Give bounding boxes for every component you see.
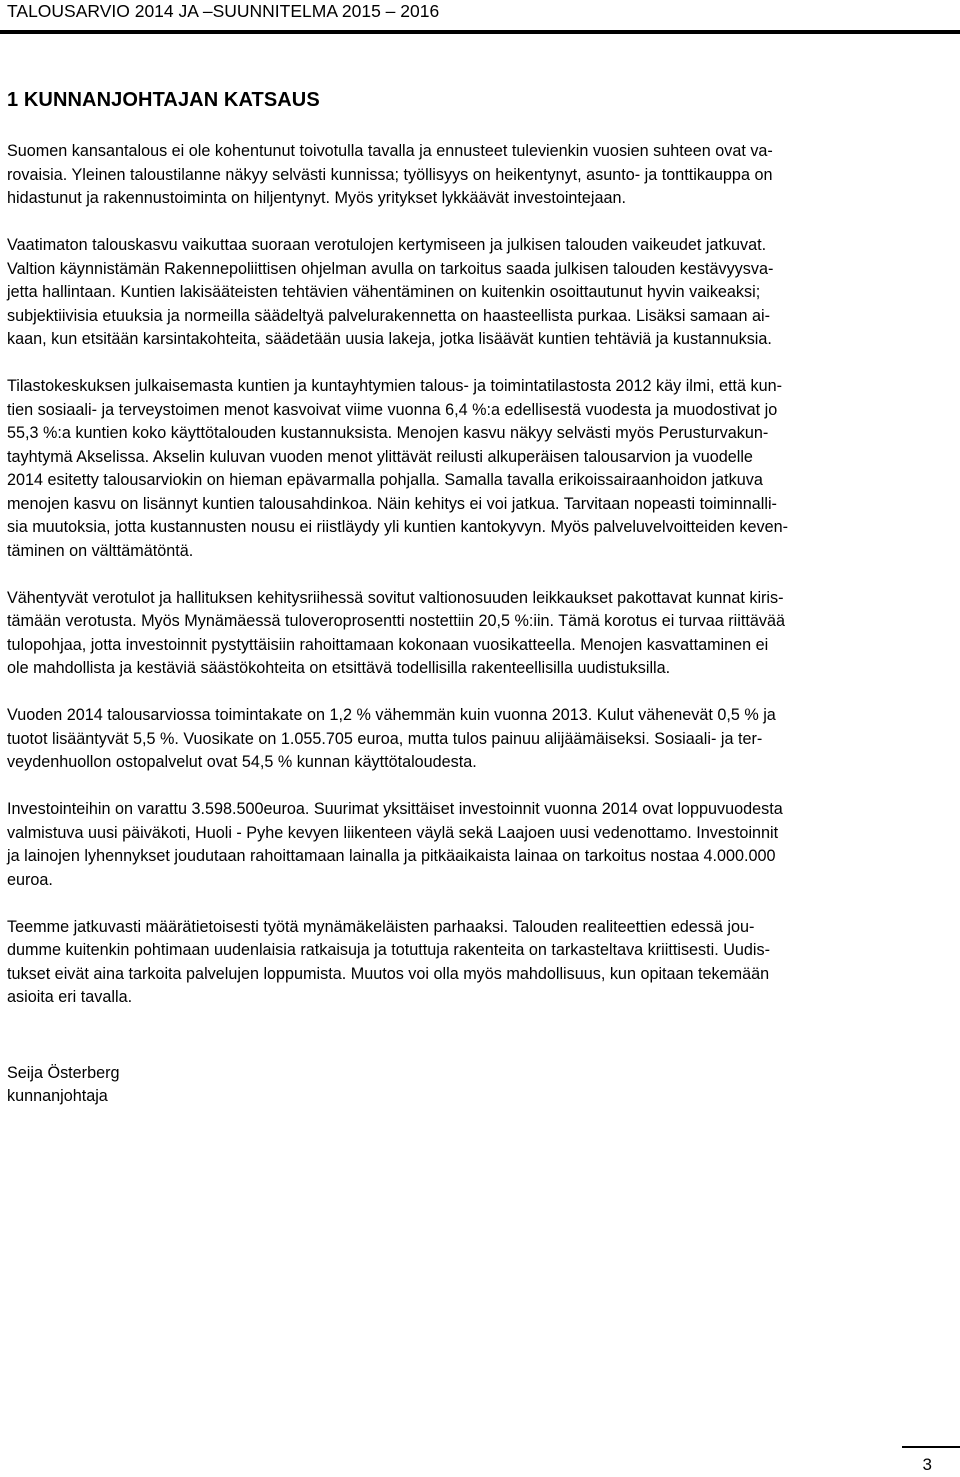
document-body <box>7 88 929 1108</box>
signature-title: kunnanjohtaja <box>7 1086 108 1105</box>
signature-block <box>7 1062 929 1108</box>
paragraph-tax-revenue: Vähentyvät verotulot ja hallituksen kehitysriihessä sovitut valtionosuuden leikkaukset pakottavat kunnat kiris- tämään verotusta. Myös Mynämäessä tuloveroprosentti nostettiin 20,5 %:iin. Tämä korotus ei turvaa riittävää tulopohjaa, jotta investoinnit pystyttäisiin rahoittamaan kokonaan vuosikatteella. Menojen kasvattaminen ei ole mahdollista ja kestäviä säästökohteita on etsittävä todellisilla rakenteellisilla uudistuksilla. <box>7 588 785 677</box>
paragraph-investments: Investointeihin on varattu 3.598.500euroa. Suurimat yksittäiset investoinnit vuonna 2014 ovat loppuvuodesta valmistuva uusi päiväkoti, Huoli - Pyhe kevyen liikenteen väylä sekä Laajoen uusi vedenottamo. Investoinnit ja lainojen lyhennykset joudutaan rahoittamaan lainalla ja pitkäaikaista lainaa on tarkoitus nostaa 4.000.000 euroa. <box>7 800 783 889</box>
paragraph-budget-figures: Vuoden 2014 talousarviossa toimintakate on 1,2 % vähemmän kuin vuonna 2013. Kulut vähenevät 0,5 % ja tuotot lisääntyvät 5,5 %. Vuosikate on 1.055.705 euroa, mutta tulos painuu alijäämäiseksi. Sosiaali- ja ter- veydenhuollon ostopalvelut ovat 54,5 % kunnan käyttötaloudesta. <box>7 706 776 771</box>
running-header-title: TALOUSARVIO 2014 JA –SUUNNITELMA 2015 – 2016 <box>7 1 440 21</box>
header-rule <box>0 30 960 34</box>
section-heading: 1 KUNNANJOHTAJAN KATSAUS <box>7 89 320 111</box>
paragraph-social-health-costs: Tilastokeskuksen julkaisemasta kuntien ja kuntayhtymien talous- ja toimintatilastosta 2012 käy ilmi, että kun- tien sosiaali- ja terveystoimen menot kasvoivat viime vuonna 6,4 %:a edellisestä vuodesta ja muodostivat jo 55,3 %:a kuntien koko käyttötalouden kustannuksista. Menojen kasvu näkyy selvästi myös Perusturvakun- tayhtymä Akselissa. Akselin kuluvan vuoden menot ylittävät reilusti alkuperäisen talousarvion ja vuodelle 2014 esitetty talousarviokin on hieman epävarmalla pohjalla. Samalla tavalla erikoissairaanhoidon jatkuva menojen kasvu on lisännyt kuntien talousahdinkoa. Näin kehitys ei voi jatkua. Tarvitaan nopeasti toiminnalli- sia muutoksia, jotta kustannusten nousu ei riistläydy yli kuntien kantokyvyn. Myös palveluvelvoitteiden keven- täminen on välttämätöntä. <box>7 377 788 560</box>
running-header <box>0 0 960 40</box>
page-number: 3 <box>922 1455 932 1474</box>
signature-name: Seija Österberg <box>7 1063 120 1082</box>
paragraph-closing: Teemme jatkuvasti määrätietoisesti työtä mynämäkeläisten parhaaksi. Talouden realiteettien edessä jou- dumme kuitenkin pohtimaan uudenlaisia ratkaisuja ja totuttuja rakenteita on tarkasteltava kriittisesti. Uudis- tukset eivät aina tarkoita palvelujen loppumista. Muutos voi olla myös mahdollisuus, kun opitaan tekemään asioita eri tavalla. <box>7 917 771 1006</box>
paragraph-structural-program: Vaatimaton talouskasvu vaikuttaa suoraan verotulojen kertymiseen ja julkisen talouden vaikeudet jatkuvat. Valtion käynnistämän Rakennepoliittisen ohjelman avulla on tarkoitus saada julkisen talouden kestävyysva- jetta hallintaan. Kuntien lakisääteisten tehtävien vähentäminen on kuitenkin osoittautunut hyvin vaikeaksi; subjektiivisia etuuksia ja normeilla säädeltyä palvelurakennetta on haasteellista purkaa. Lisäksi samaan ai- kaan, kun etsitään karsintakohteita, säädetään uusia lakeja, jotka lisäävät kuntien tehtäviä ja kustannuksia. <box>7 236 774 348</box>
footer-rule <box>902 1446 960 1448</box>
paragraph-economy-outlook: Suomen kansantalous ei ole kohentunut toivotulla tavalla ja ennusteet tulevienkin vuosien suhteen ovat va- rovaisia. Yleinen taloustilanne näkyy selvästi kunnissa; työllisyys on heikentynyt, asunto- ja tonttikauppa on hidastunut ja rakennustoiminta on hiljentynyt. Myös yritykset lykkäävät investointejaan. <box>7 142 773 207</box>
